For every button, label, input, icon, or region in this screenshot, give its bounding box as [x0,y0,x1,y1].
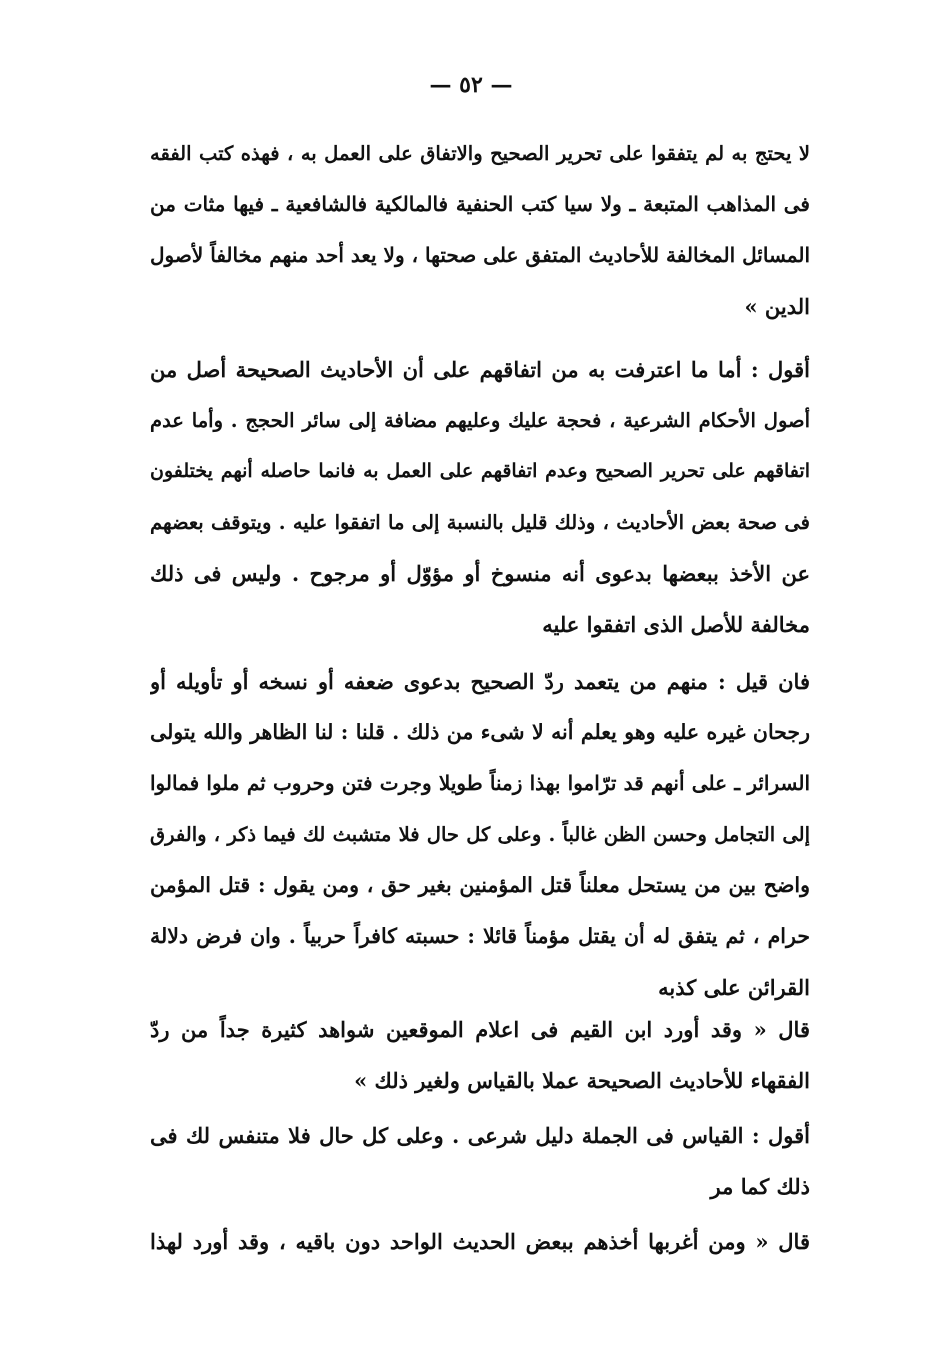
text-line: المسائل المخالفة للأحاديث المتفق على صحتها ، ولا يعد أحد منهم مخالفاً لأصول [150,243,810,267]
text-line: إلى التجامل وحسن الظن غالباً . وعلى كل حال فلا متشبث لك فيما ذكر ، والفرق [150,823,810,846]
text-line: فان قيل : منهم من يتعمد ردّ الصحيح بدعوى ضعفه أو نسخه أو تأويله أو [150,669,810,694]
page-number: — ٥٢ — [429,72,513,98]
paragraph-6 [150,1216,810,1267]
text-line: لا يحتج به لم يتفقوا على تحرير الصحيح والاتفاق على العمل به ، فهذه كتب الفقه [150,142,810,165]
text-line: القرائن على كذبه [658,975,810,1000]
text-line: فى المذاهب المتبعة ـ ولا سيا كتب الحنفية فالمالكية فالشافعية ـ فيها مثات من [150,192,810,216]
paragraph-2 [150,344,810,650]
text-line: السرائر ـ على أنهم قد ترّاموا بهذا زمناً طويلا وجرت فتن وحروب ثم ملوا فمالوا [150,771,810,795]
paragraph-1 [150,128,810,332]
text-line: قال « ومن أغربها أخذهم ببعض الحديث الواحد دون باقيه ، وقد أورد لهذا [150,1229,810,1254]
text-line: الفقهاء للأحاديث الصحيحة عملا بالقياس ولغير ذلك » [354,1068,810,1093]
text-line: عن الأخذ ببعضها بدعوى أنه منسوخ أو مؤوّل أو مرجوح . وليس فى ذلك [150,561,810,586]
text-line: ذلك كما مر [710,1174,810,1199]
paragraph-4 [150,1004,810,1106]
text-line: أصول الأحكام الشرعية ، فحجة عليك وعليهم مضافة إلى سائر الحجج . وأما عدم [150,409,810,432]
text-line: رجحان غيره عليه وهو يعلم أنه لا شىء من ذلك . قلنا : لنا الظاهر والله يتولى [150,720,810,744]
text-line: مخالفة للأصل الذى اتفقوا عليه [542,612,810,637]
text-line: الدين » [744,294,810,319]
text-line: أقول : أما ما اعترفت به من اتفاقهم على أن الأحاديث الصحيحة أصل من [150,357,810,382]
text-line: حرام ، ثم يتفق له أن يقتل مؤمناً قائلا : حسبته كافراً حربياً . وان فرض دلالة [150,924,810,948]
text-line: واضح بين من يستحل معلناً قتل المؤمنين بغير حق ، ومن يقول : قتل المؤمن [150,873,810,897]
text-line: أقول : القياس فى الجملة دليل شرعى . وعلى كل حال فلا متنفس لك فى [150,1123,810,1148]
paragraph-3 [150,656,810,1013]
paragraph-5 [150,1110,810,1212]
text-line: قال « وقد أورد ابن القيم فى اعلام الموقعين شواهد كثيرة جداً من ردّ [150,1017,810,1042]
text-line: اتفاقهم على تحرير الصحيح وعدم اتفاقهم على العمل به فانما حاصله أنهم يختلفون [150,460,810,482]
text-line: فى صحة بعض الأحاديث ، وذلك قليل بالنسبة إلى ما اتفقوا عليه . ويتوقف بعضهم [150,511,810,534]
